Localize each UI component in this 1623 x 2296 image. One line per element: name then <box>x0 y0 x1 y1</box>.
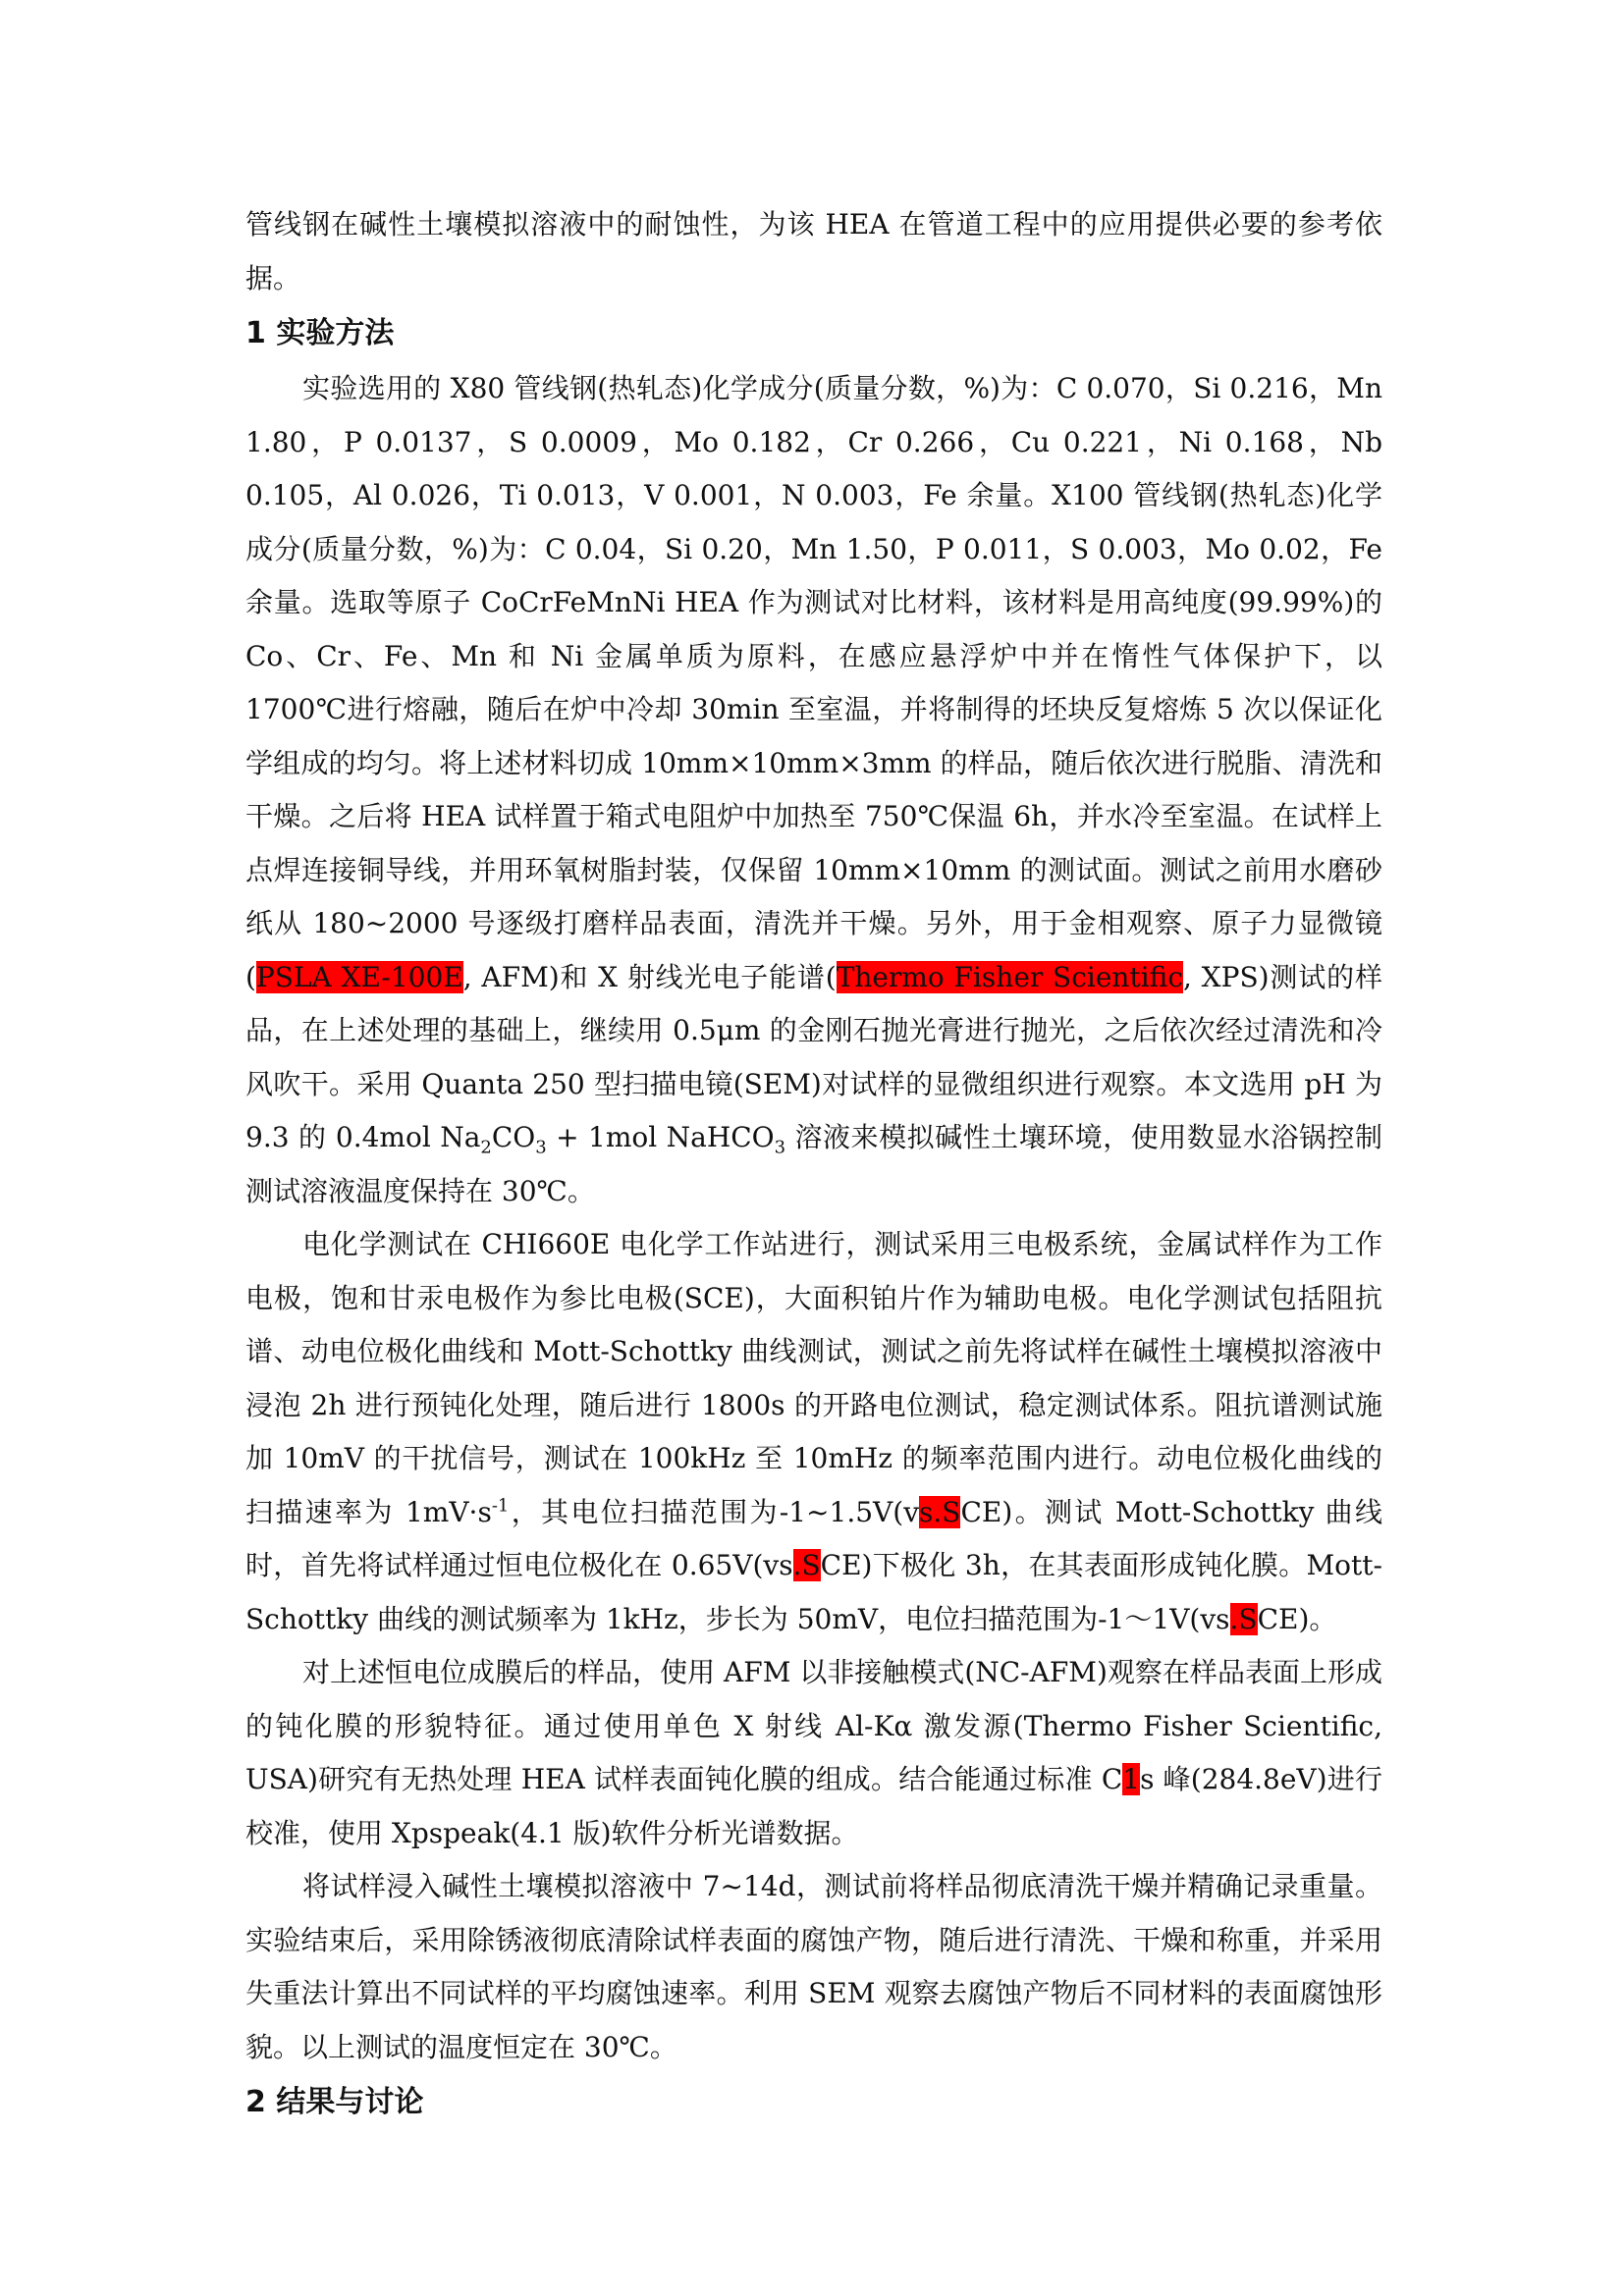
text-segment: 溶液来模拟碱性土壤环境，使用数显水浴锅控制测试溶液温度保持在 30℃。 <box>245 1121 1382 1207</box>
paragraph-weight-loss: 将试样浸入碱性土壤模拟溶液中 7~14d，测试前将样品彻底清洗干燥并精确记录重量。实验结束后，采用除锈液彻底清除试样表面的腐蚀产物，随后进行清洗、干燥和称重，并采用失重法计算出不同试样的平均腐蚀速率。利用 SEM 观察去腐蚀产物后不同材料的表面腐蚀形貌。以上测试的温度恒定在 30℃。 <box>245 1870 1382 2063</box>
paragraph-intro-continuation: 管线钢在碱性土壤模拟溶液中的耐蚀性，为该 HEA 在管道工程中的应用提供必要的参考依据。 <box>245 208 1382 294</box>
superscript: -1 <box>491 1495 510 1517</box>
text-segment: 电化学测试在 CHI660E 电化学工作站进行，测试采用三电极系统，金属试样作为工作电极，饱和甘汞电极作为参比电极(SCE)，大面积铂片作为辅助电极。电化学测试包括阻抗谱、动电位极化曲线和 Mott-Schottky 曲线测试，测试之前先将试样在碱性土壤模拟溶液中浸泡 2h 进行预钝化处理，随后进行 1800s 的开路电位测试，稳定测试体系。阻抗谱测试施加 10mV 的干扰信号，测试在 100kHz 至 10mHz 的频率范围内进行。动电位极化曲线的扫描速率为 1mV·s <box>245 1228 1382 1528</box>
section-heading-results: 2 结果与讨论 <box>245 2085 424 2119</box>
text-segment: , XPS)测试的样品，在上述处理的基础上，继续用 0.5μm 的金刚石抛光膏进行抛光，之后依次经过清洗和冷风吹干。采用 Quanta 250 型扫描电镜(SEM)对试样的显微组织进行观察。本文选用 pH 为 9.3 的 0.4mol Na <box>245 960 1382 1153</box>
text-segment: 实验选用的 X80 管线钢(热轧态)化学成分(质量分数，%)为：C 0.070，Si 0.216，Mn 1.80，P 0.0137，S 0.0009，Mo 0.182，Cr 0.266，Cu 0.221，Ni 0.168，Nb 0.105，Al 0.026，Ti 0.013，V 0.001，N 0.003，Fe 余量。X100 管线钢(热轧态)化学成分(质量分数，%)为：C 0.04，Si 0.20，Mn 1.50，P 0.011，S 0.003，Mo 0.02，Fe 余量。选取等原子 CoCrFeMnNi HEA 作为测试对比材料，该材料是用高纯度(99.99%)的 Co、Cr、Fe、Mn 和 Ni 金属单质为原料，在感应悬浮炉中并在惰性气体保护下，以 1700℃进行熔融，随后在炉中冷却 30min 至室温，并将制得的坯块反复熔炼 5 次以保证化学组成的均匀。将上述材料切成 10mm×10mm×3mm 的样品，随后依次进行脱脂、清洗和干燥。之后将 HEA 试样置于箱式电阻炉中加热至 750℃保温 6h，并水冷至室温。在试样上点焊连接铜导线，并用环氧树脂封装，仅保留 10mm×10mm 的测试面。测试之前用水磨砂纸从 180~2000 号逐级打磨样品表面，清洗并干燥。另外，用于金相观察、原子力显微镜( <box>245 372 1382 993</box>
highlighted-text: PSLA XE-100E <box>255 960 463 993</box>
text-segment: ，其电位扫描范围为-1~1.5V(v <box>509 1495 920 1528</box>
subscript: 3 <box>535 1137 547 1158</box>
section-heading-methods: 1 实验方法 <box>245 316 395 350</box>
highlighted-text: .S <box>792 1549 821 1581</box>
text-segment: 对上述恒电位成膜后的样品，使用 AFM 以非接触模式(NC-AFM)观察在样品表面上形成的钝化膜的形貌特征。通过使用单色 X 射线 Al-Kα 激发源(Thermo Fisher Scientific, USA)研究有无热处理 HEA 试样表面钝化膜的组成。结合能通过标准 C <box>245 1656 1382 1795</box>
subscript: 2 <box>480 1137 492 1158</box>
highlighted-text: 1 <box>1122 1763 1141 1795</box>
text-segment: CO <box>491 1121 536 1153</box>
text-segment: s 峰(284.8eV)进行校准，使用 Xpspeak(4.1 版)软件分析光谱数据。 <box>245 1763 1382 1849</box>
paper-body <box>245 198 1382 2131</box>
paragraph-materials <box>245 362 1382 1218</box>
text-segment: CE)。测试 Mott-Schottky 曲线时，首先将试样通过恒电位极化在 0.65V(vs <box>245 1495 1382 1581</box>
text-segment: CE)。 <box>1257 1602 1337 1635</box>
highlighted-text: s.S <box>919 1495 961 1528</box>
highlighted-text: Thermo Fisher Scientific <box>836 960 1184 993</box>
text-segment: CE)下极化 3h，在其表面形成钝化膜。Mott-Schottky 曲线的测试频率为 1kHz，步长为 50mV，电位扫描范围为-1～1V(vs <box>245 1549 1383 1635</box>
paragraph-afm-xps <box>245 1646 1382 1860</box>
subscript: 3 <box>774 1137 786 1158</box>
text-segment: + 1mol NaHCO <box>546 1121 775 1153</box>
text-segment: , AFM)和 X 射线光电子能谱( <box>462 960 837 993</box>
highlighted-text: .S <box>1229 1602 1258 1635</box>
paragraph-electrochemical <box>245 1218 1382 1646</box>
